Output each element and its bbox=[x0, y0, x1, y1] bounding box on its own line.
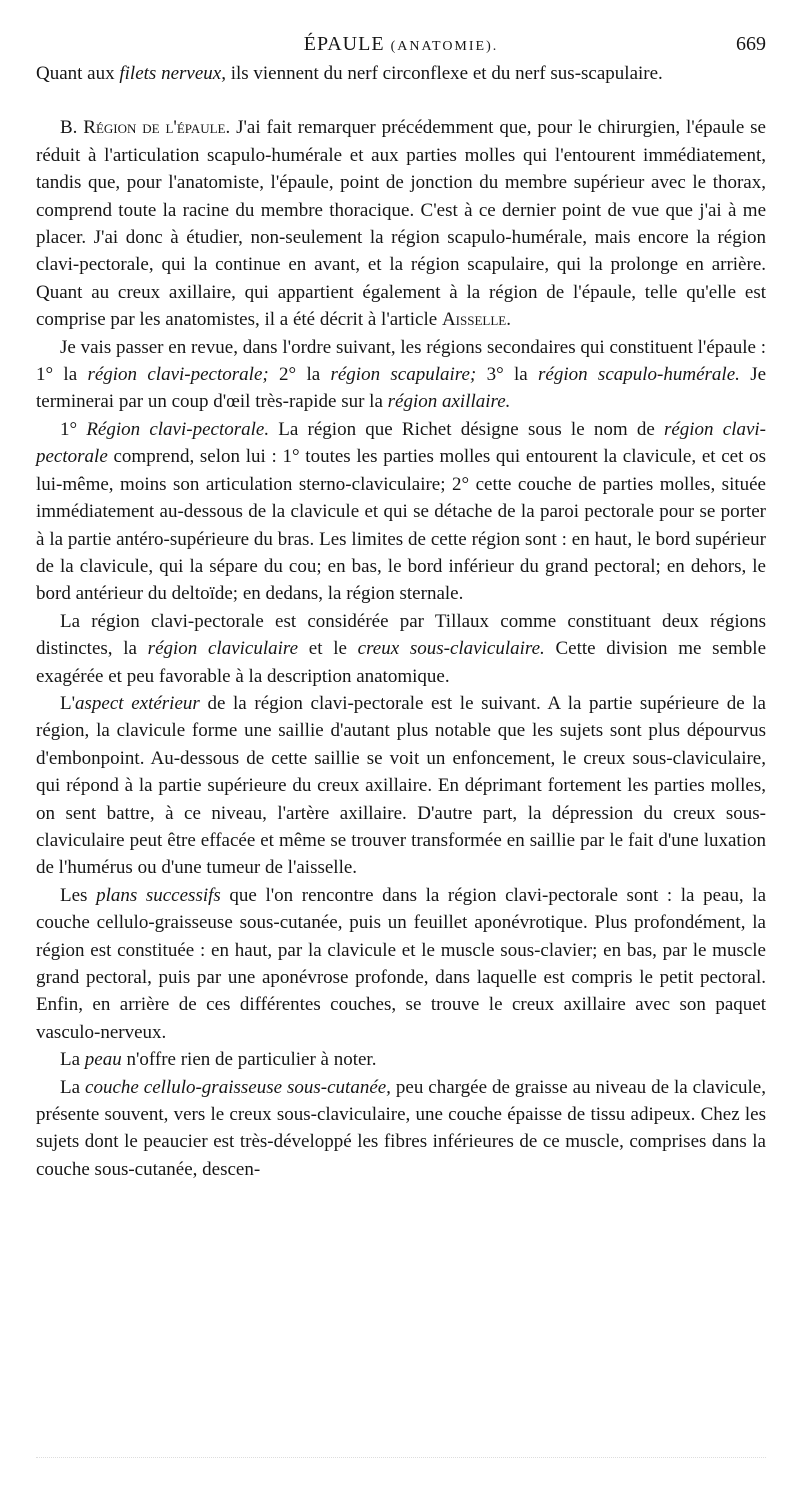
bleed-through-line bbox=[36, 1457, 766, 1472]
page-number: 669 bbox=[736, 33, 766, 55]
subsection-heading: Région clavi-pectorale. bbox=[86, 418, 270, 440]
running-head bbox=[36, 28, 766, 63]
paragraph-nerve-filaments: Quant aux filets nerveux, ils viennent du nerf circonflexe et du nerf sus-scapulaire. bbox=[36, 63, 663, 84]
running-head-title: ÉPAULE bbox=[303, 33, 385, 55]
paragraph-skin: La peau n'offre rien de particulier à noter. bbox=[60, 1049, 377, 1071]
page-header bbox=[36, 28, 766, 60]
running-head-subtitle: (ANATOMIE). bbox=[390, 39, 499, 54]
paragraph-external-aspect: L'aspect extérieur de la région clavi-pectorale est le suivant. A la partie supérieure de la région, la clavicule forme une saillie d'autant plus notable que les sujets sont plus dépourvus d'embonpoint. Au-dessous de cette saillie se voit un enfoncement, le creux sous-claviculaire, qui répond à la partie supérieure du creux axillaire. En déprimant fortement les parties molles, on sent battre, à ce niveau, l'artère axillaire. D'autre part, la dépression du creux sous-claviculaire peut être effacée et même se trouver transformée en saillie par le fait d'une luxation de l'humérus ou d'une tumeur de l'aisselle. bbox=[36, 692, 766, 879]
paragraph-clavi-pectoral-region: 1° Région clavi-pectorale. La région que Richet désigne sous le nom de région clavi-pectorale comprend, selon lui : 1° toutes les parties molles qui entourent la clavicule, et cet os lui-même, moins son articulation sterno-claviculaire; 2° cette couche de parties molles, située immédiatement au-dessous de la clavicule et qui se détache de la paroi pectorale pour se porter à la partie antéro-supérieure du bras. Les limites de cette région sont : en haut, le bord supérieur de la clavicule, qui la sépare du cou; en bas, le bord inférieur du grand pectoral; en dehors, le bord antérieur du deltoïde; en dedans, la région sternale. bbox=[36, 418, 767, 605]
paragraph-shoulder-region: B. Région de l'épaule. J'ai fait remarquer précédemment que, pour le chirurgien, l'épaule se réduit à l'articulation scapulo-humérale et aux parties molles qui l'entourent immédiatement, tandis que, pour l'anatomiste, l'épaule, point de jonction du membre supérieur avec le thorax, comprend toute la racine du membre thoracique. C'est à ce dernier point de vue que j'ai à me placer. J'ai donc à étudier, non-seulement la région scapulo-humérale, mais encore la région clavi-pectorale, qui la continue en avant, et la région scapulaire, qui la prolonge en arrière. Quant au creux axillaire, qui appartient également à la région de l'épaule, telle qu'elle est comprise par les anatomistes, il a été décrit à l'article Aisselle. bbox=[36, 117, 766, 331]
section-heading: Région de l'épaule. bbox=[83, 117, 231, 139]
body-text bbox=[36, 60, 766, 1183]
paragraph-secondary-regions: Je vais passer en revue, dans l'ordre suivant, les régions secondaires qui constituent l'épaule : 1° la région clavi-pectorale; 2° la région scapulaire; 3° la région scapulo-humérale. Je terminerai par un coup d'œil très-rapide sur la région axillaire. bbox=[36, 336, 767, 413]
paragraph-successive-layers: Les plans successifs que l'on rencontre dans la région clavi-pectorale sont : la peau, la couche cellulo-graisseuse sous-cutanée, puis un feuillet aponévrotique. Plus profondément, la région est constituée : en haut, par la clavicule et le muscle sous-clavier; en bas, par le muscle grand pectoral, puis par une aponévrose profonde, dans laquelle est compris le petit pectoral. Enfin, en arrière de ces différentes couches, se trouve le creux axillaire avec son paquet vasculo-nerveux. bbox=[36, 884, 767, 1043]
paragraph-subcutaneous-layer: La couche cellulo-graisseuse sous-cutanée, peu chargée de graisse au niveau de la clavicule, présente souvent, vers le creux sous-claviculaire, une couche épaisse de tissu adipeux. Chez les sujets dont le peaucier est très-développé les fibres inférieures de ce muscle, comprises dans la couche sous-cutanée, descen- bbox=[36, 1076, 766, 1180]
paragraph-tillaux: La région clavi-pectorale est considérée par Tillaux comme constituant deux régions distinctes, la région claviculaire et le creux sous-claviculaire. Cette division me semble exagérée et peu favorable à la description anatomique. bbox=[36, 610, 767, 687]
